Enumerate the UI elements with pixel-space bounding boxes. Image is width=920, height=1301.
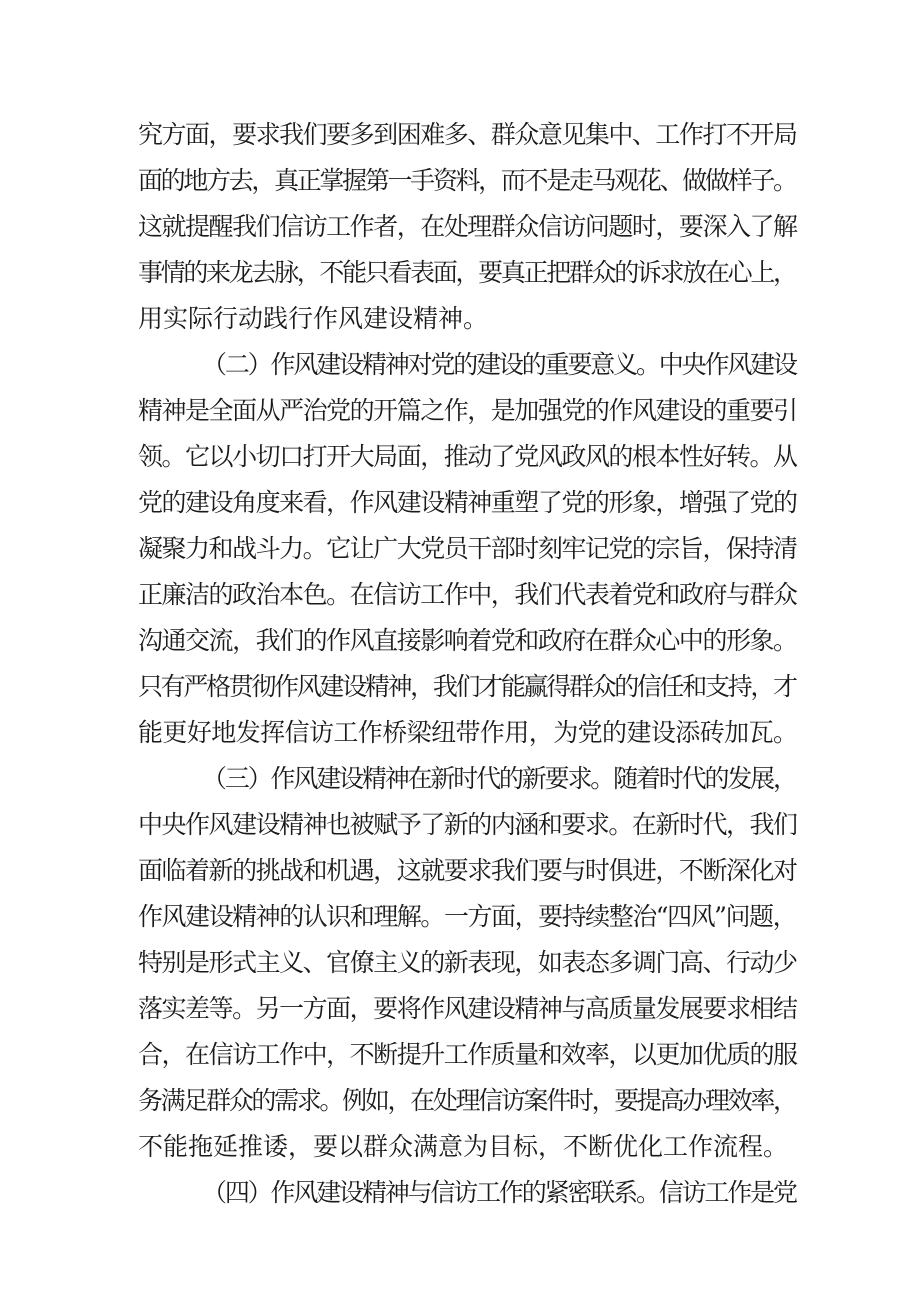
- text-line: 正廉洁的政治本色。在信访工作中，我们代表着党和政府与群众: [138, 580, 797, 609]
- text-line: 沟通交流，我们的作风直接影响着党和政府在群众心中的形象。: [138, 626, 797, 655]
- text-line: 务满足群众的需求。例如，在处理信访案件时，要提高办理效率，: [138, 1086, 796, 1115]
- text-line: 合，在信访工作中，不断提升工作质量和效率，以更加优质的服: [138, 1040, 797, 1069]
- text-line: 精神是全面从严治党的开篇之作，是加强党的作风建设的重要引: [138, 396, 797, 425]
- text-line: 不能拖延推诿，要以群众满意为目标，不断优化工作流程。: [138, 1132, 789, 1161]
- text-line: 面的地方去，真正掌握第一手资料，而不是走马观花、做做样子。: [138, 166, 796, 195]
- text-line: 党的建设角度来看，作风建设精神重塑了党的形象，增强了党的: [138, 488, 797, 517]
- paragraph-heading: （三）作风建设精神在新时代的新要求。随着时代的发展，: [202, 764, 796, 793]
- text-line: 作风建设精神的认识和理解。一方面，要持续整治“四风”问题，: [138, 902, 797, 931]
- text-line: 凝聚力和战斗力。它让广大党员干部时刻牢记党的宗旨，保持清: [138, 534, 797, 563]
- text-line: 用实际行动践行作风建设精神。: [138, 304, 489, 333]
- paragraph-heading: （二）作风建设精神对党的建设的重要意义。中央作风建设: [202, 350, 796, 379]
- text-line: 究方面，要求我们要多到困难多、群众意见集中、工作打不开局: [138, 120, 797, 149]
- text-line: 中央作风建设精神也被赋予了新的内涵和要求。在新时代，我们: [138, 810, 797, 839]
- text-line: 特别是形式主义、官僚主义的新表现，如表态多调门高、行动少: [138, 948, 797, 977]
- text-line: 能更好地发挥信访工作桥梁纽带作用，为党的建设添砖加瓦。: [138, 718, 798, 747]
- text-line: 面临着新的挑战和机遇，这就要求我们要与时俱进，不断深化对: [138, 856, 797, 885]
- text-line: 落实差等。另一方面，要将作风建设精神与高质量发展要求相结: [138, 994, 797, 1023]
- text-line: 事情的来龙去脉，不能只看表面，要真正把群众的诉求放在心上，: [138, 258, 796, 287]
- paragraph-heading: （四）作风建设精神与信访工作的紧密联系。信访工作是党: [202, 1178, 796, 1207]
- text-line: 这就提醒我们信访工作者，在处理群众信访问题时，要深入了解: [138, 212, 797, 241]
- text-line: 只有严格贯彻作风建设精神，我们才能赢得群众的信任和支持，才: [138, 672, 796, 701]
- text-line: 领。它以小切口打开大局面，推动了党风政风的根本性好转。从: [138, 442, 797, 471]
